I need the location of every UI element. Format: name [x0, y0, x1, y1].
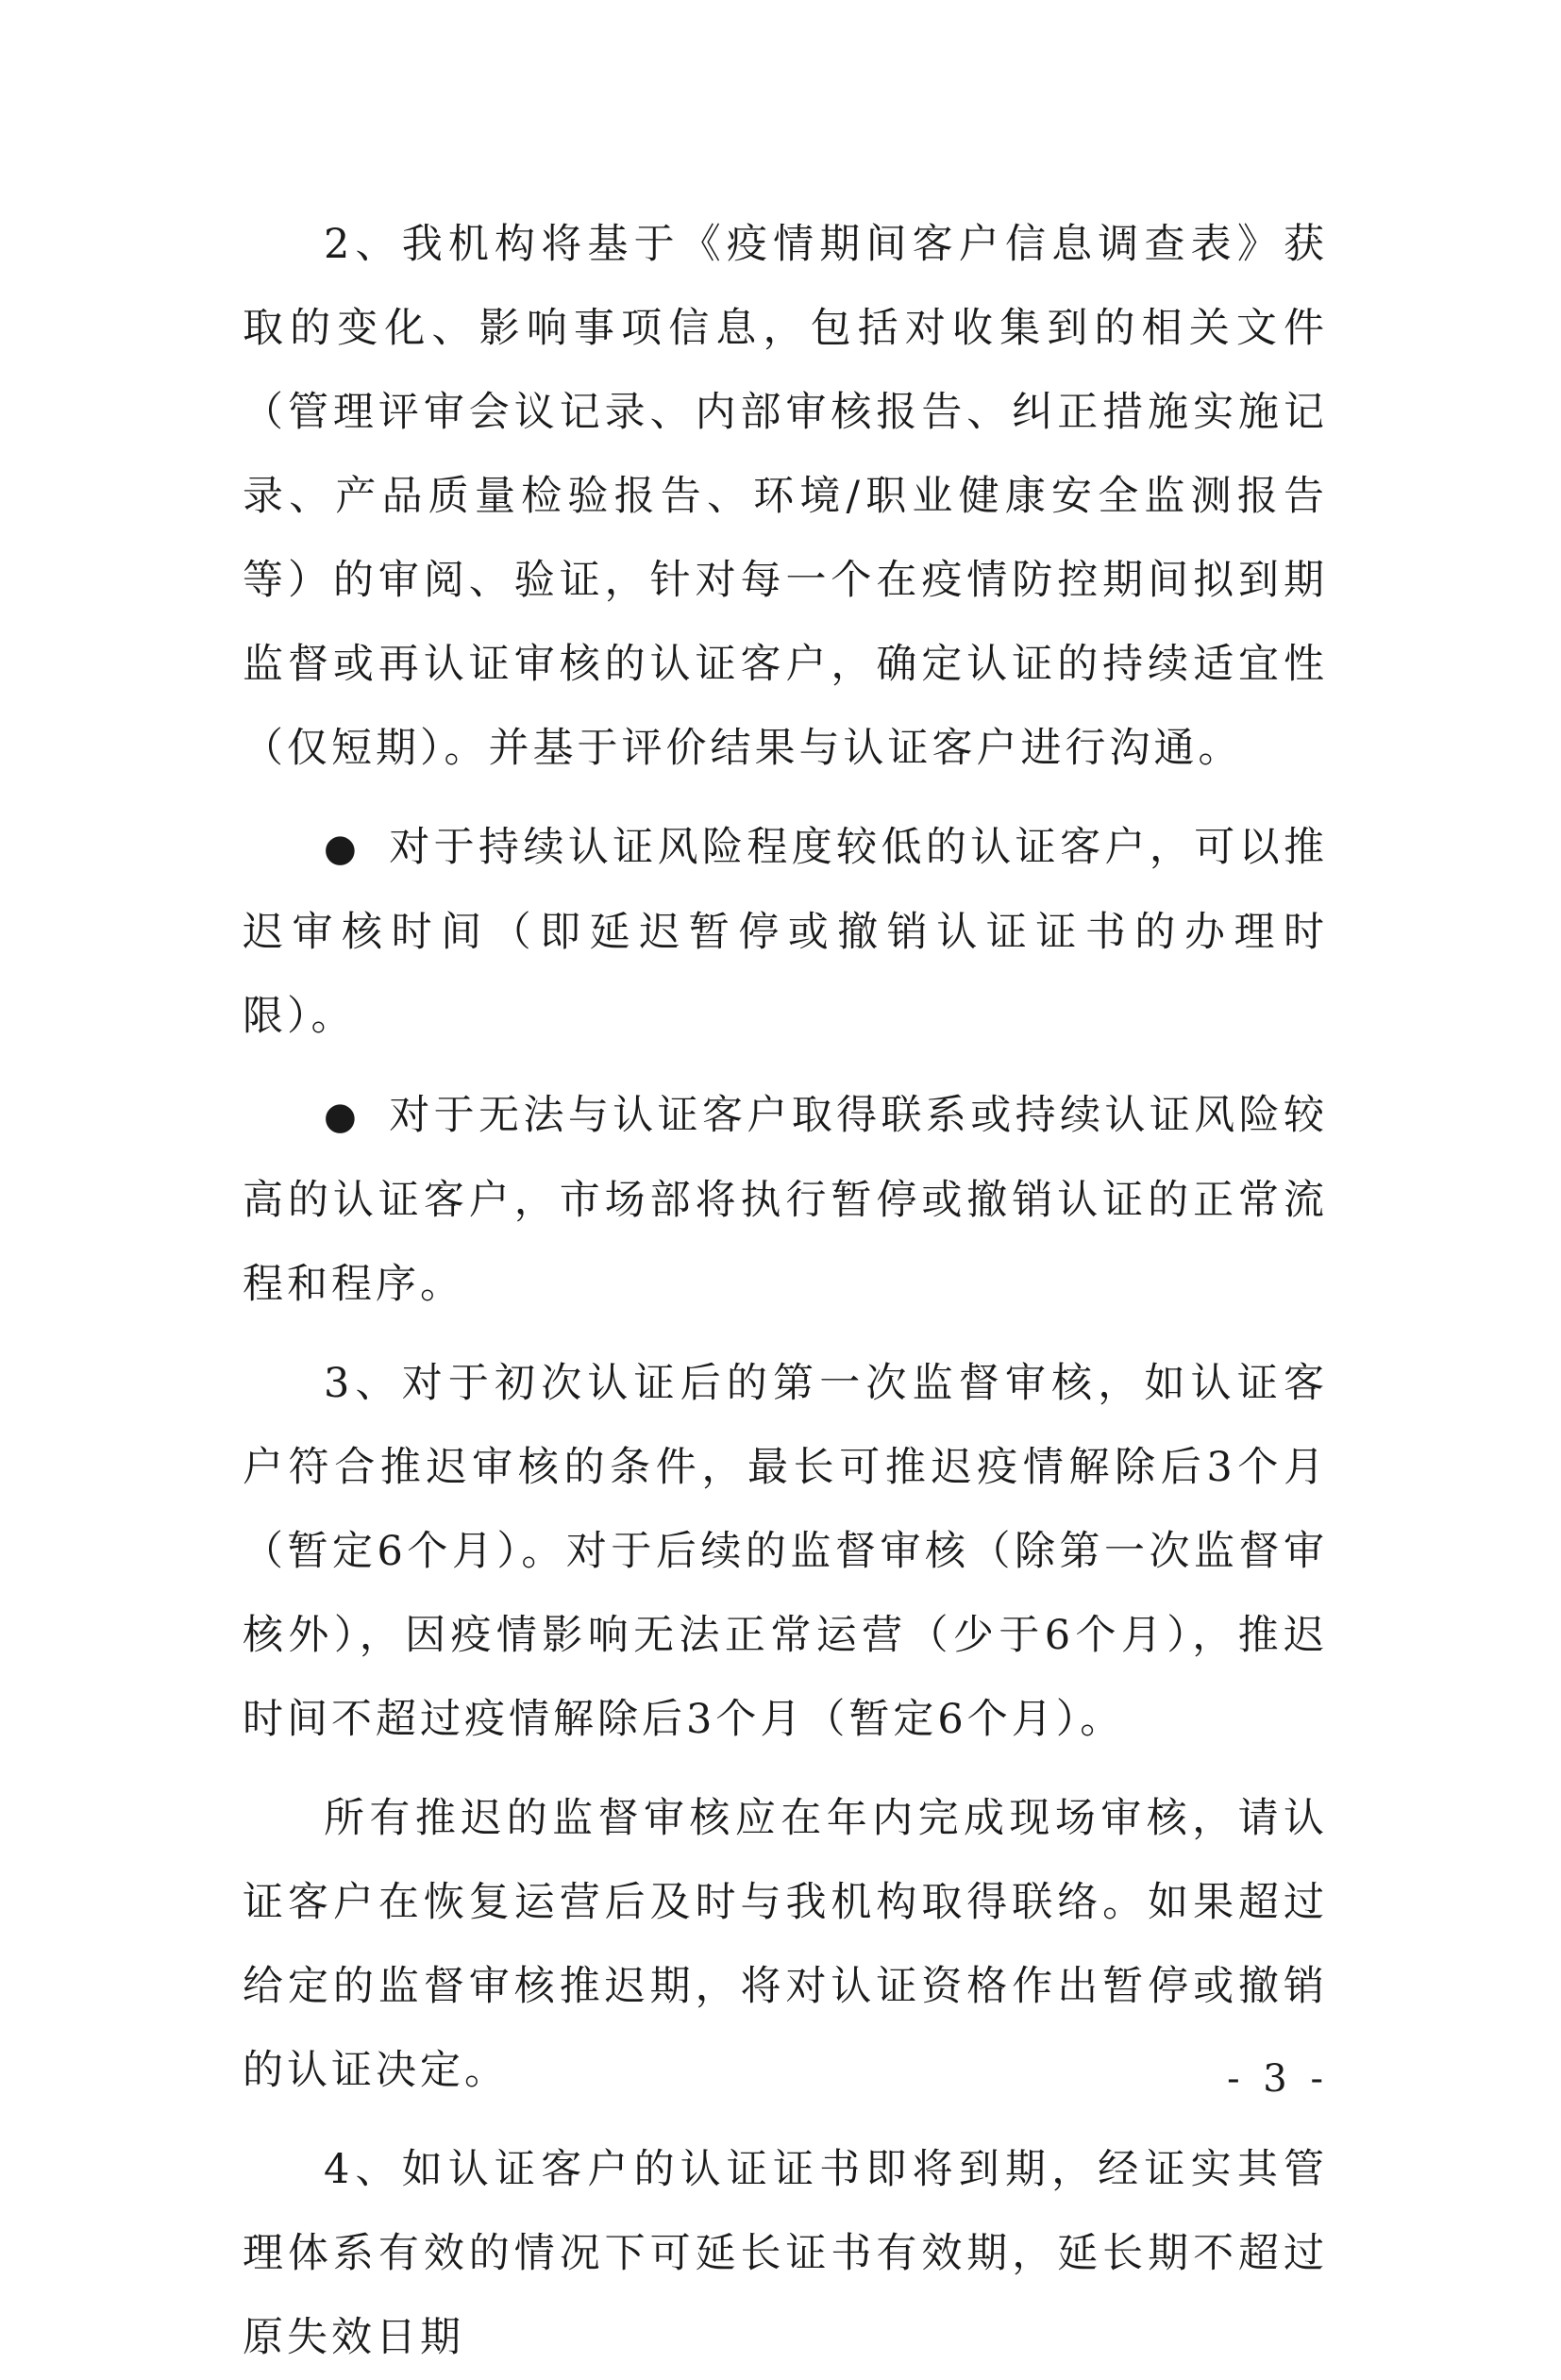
page-number: - 3 -	[1227, 2057, 1329, 2101]
paragraph-item-3: 3、对于初次认证后的第一次监督审核，如认证客户符合推迟审核的条件，最长可推迟疫情解除后3个月（暂定6个月）。对于后续的监督审核（除第一次监督审核外），因疫情影响无法正常运营（少于6个月），推迟时间不超过疫情解除后3个月（暂定6个月）。	[243, 1360, 1328, 1743]
document-body	[243, 203, 1328, 2380]
bullet-text: 对于无法与认证客户取得联系或持续认证风险较高的认证客户，市场部将执行暂停或撤销认证的正常流程和程序。	[243, 1092, 1328, 1308]
paragraph-item-4: 4、如认证客户的认证证书即将到期，经证实其管理体系有效的情况下可延长证书有效期，延长期不超过原失效日期	[243, 2146, 1328, 2361]
paragraph-item-2: 2、我机构将基于《疫情期间客户信息调查表》获取的变化、影响事项信息，包括对收集到的相关文件（管理评审会议记录、内部审核报告、纠正措施实施记录、产品质量检验报告、环境/职业健康安全监测报告等）的审阅、验证，针对每一个在疫情防控期间拟到期监督或再认证审核的认证客户，确定认证的持续适宜性（仅短期）。并基于评价结果与认证客户进行沟通。	[243, 221, 1328, 772]
bullet-dot-icon: ●	[324, 1095, 361, 1138]
bullet-paragraph-high-risk	[243, 1074, 1328, 1327]
paragraph-postponed-audits: 所有推迟的监督审核应在年内完成现场审核，请认证客户在恢复运营后及时与我机构取得联络。如果超过给定的监督审核推迟期，将对认证资格作出暂停或撤销的认证决定。	[243, 1795, 1328, 2094]
bullet-dot-icon: ●	[324, 827, 361, 870]
bullet-text: 对于持续认证风险程度较低的认证客户，可以推迟审核时间（即延迟暂停或撤销认证证书的办理时限）。	[243, 824, 1328, 1040]
bullet-paragraph-low-risk	[243, 806, 1328, 1059]
